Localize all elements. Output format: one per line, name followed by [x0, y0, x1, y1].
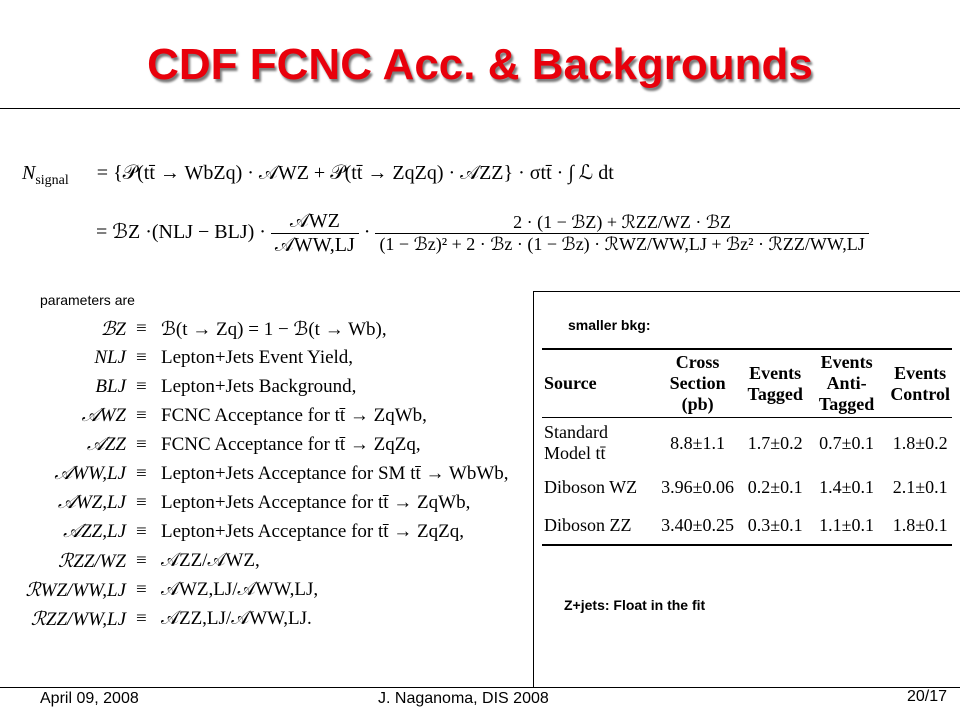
param-symbol: 𝒜WZ,LJ [57, 492, 126, 513]
table-row [542, 506, 952, 545]
zjets-label: Z+jets: Float in the fit [564, 597, 706, 613]
equiv-sign: ≡ [136, 608, 147, 629]
param-definition: Lepton+Jets Acceptance for tt̄ → ZqZq, [161, 521, 465, 542]
equation-line2-prefix: = ℬZ ·(NLJ − BLJ) · [96, 221, 266, 244]
table-cell: 3.96±0.06 [661, 476, 735, 497]
equation-line-2: = ℬZ ·(NLJ − BLJ) · $\frac{\text{𝒜WZ}}{\text{𝒜WW,LJ}}$ · $\frac{\text{2 · (1 − ℬZ) + ℛZZ/WZ · ℬZ}}{\text{(1 − ℬz)² + 2 · ℬz · (1 − ℬz) · ℛWZ/WW,LJ + ℬz² · ℛZZ/WW,LJ}}$ [96, 210, 869, 257]
table-cell: 2.1±0.1 [892, 476, 948, 497]
slide-title: CDF FCNC Acc. & Backgrounds [147, 40, 813, 89]
equiv-sign: ≡ [136, 463, 147, 484]
background-table [542, 350, 952, 546]
table-cell: 0.7±0.1 [819, 432, 875, 453]
param-definition: Lepton+Jets Background, [161, 376, 357, 397]
param-definition: ℬ(t → Zq) = 1 − ℬ(t → Wb), [161, 319, 387, 340]
table-cell: Diboson ZZ [544, 514, 632, 535]
header-source: Source [544, 373, 597, 393]
equiv-sign: ≡ [136, 318, 147, 339]
param-definition: FCNC Acceptance for tt̄ → ZqWb, [161, 405, 427, 426]
table-row [542, 418, 952, 469]
param-symbol: 𝒜ZZ [86, 434, 126, 455]
equiv-sign: ≡ [136, 376, 147, 397]
params-label: parameters are [40, 292, 135, 308]
title-divider [0, 108, 960, 109]
header-cross-section: Cross Section (pb) [669, 352, 726, 414]
footer-author: J. Naganoma, DIS 2008 [378, 690, 549, 707]
param-symbol: NLJ [94, 347, 126, 368]
table-cell: Diboson WZ [544, 476, 638, 497]
equation-fraction-2: $\frac{\text{2 · (1 − ℬZ) + ℛZZ/WZ · ℬZ}}{\text{(1 − ℬz)² + 2 · ℬz · (1 − ℬz) · ℛWZ/WW,LJ + ℬz² · ℛZZ/WW,LJ}}$ [375, 212, 868, 255]
equiv-sign: ≡ [136, 579, 147, 600]
table-cell: 1.8±0.1 [892, 514, 948, 535]
equation-line1-rhs: = {𝒫(tt̄ → WbZq) · 𝒜WZ + 𝒫(tt̄ → ZqZq) · 𝒜ZZ} · σtt̄ · ∫ ℒ dt [96, 162, 614, 184]
param-symbol: ℛWZ/WW,LJ [25, 580, 126, 601]
equiv-sign: ≡ [136, 521, 147, 542]
equation-fraction-1: $\frac{\text{𝒜WZ}}{\text{𝒜WW,LJ}}$ [271, 210, 359, 257]
equation-line-1 [22, 160, 614, 189]
table-row [542, 468, 952, 506]
footer-divider [0, 687, 960, 688]
equiv-sign: ≡ [136, 492, 147, 513]
equation-lhs: $N_{signal}$ [22, 162, 69, 188]
table-cell: 1.7±0.2 [747, 432, 803, 453]
footer-date: April 09, 2008 [40, 690, 139, 707]
param-symbol: ℬZ [100, 319, 126, 340]
param-definition: FCNC Acceptance for tt̄ → ZqZq, [161, 434, 421, 455]
panel-top-line [533, 291, 960, 292]
param-definition: Lepton+Jets Acceptance for SM tt̄ → WbWb, [161, 463, 509, 484]
table-header-row [542, 350, 952, 418]
equiv-sign: ≡ [136, 347, 147, 368]
table-cell: Standard Model tt̄ [544, 422, 608, 463]
header-events-antitagged: Events Anti-Tagged [818, 352, 875, 414]
param-symbol: ℛZZ/WW,LJ [30, 609, 126, 630]
table-cell: 0.2±0.1 [747, 476, 803, 497]
param-definition: Lepton+Jets Event Yield, [161, 347, 354, 368]
param-definition: 𝒜WZ,LJ/𝒜WW,LJ, [161, 579, 319, 600]
table-cell: 1.8±0.2 [892, 432, 948, 453]
header-events-tagged: Events Tagged [747, 362, 803, 404]
smaller-bkg-label: smaller bkg: [568, 317, 651, 333]
header-events-control: Events Control [890, 362, 950, 404]
panel-divider [533, 291, 534, 687]
table-cell: 1.4±0.1 [819, 476, 875, 497]
param-symbol: 𝒜WW,LJ [54, 463, 126, 484]
footer-page-number: 20/17 [907, 688, 948, 705]
param-symbol: BLJ [95, 376, 126, 397]
param-symbol: 𝒜WZ [81, 405, 126, 426]
param-definition: 𝒜ZZ/𝒜WZ, [161, 550, 260, 571]
table-cell: 3.40±0.25 [661, 514, 735, 535]
param-symbol: ℛZZ/WZ [58, 551, 126, 572]
table-cell: 8.8±1.1 [670, 432, 726, 453]
equiv-sign: ≡ [136, 405, 147, 426]
param-definition: Lepton+Jets Acceptance for tt̄ → ZqWb, [161, 492, 471, 513]
equiv-sign: ≡ [136, 434, 147, 455]
equiv-sign: ≡ [136, 550, 147, 571]
param-symbol: 𝒜ZZ,LJ [63, 521, 126, 542]
table-cell: 0.3±0.1 [747, 514, 803, 535]
table-cell: 1.1±0.1 [819, 514, 875, 535]
param-definition: 𝒜ZZ,LJ/𝒜WW,LJ. [161, 608, 312, 629]
